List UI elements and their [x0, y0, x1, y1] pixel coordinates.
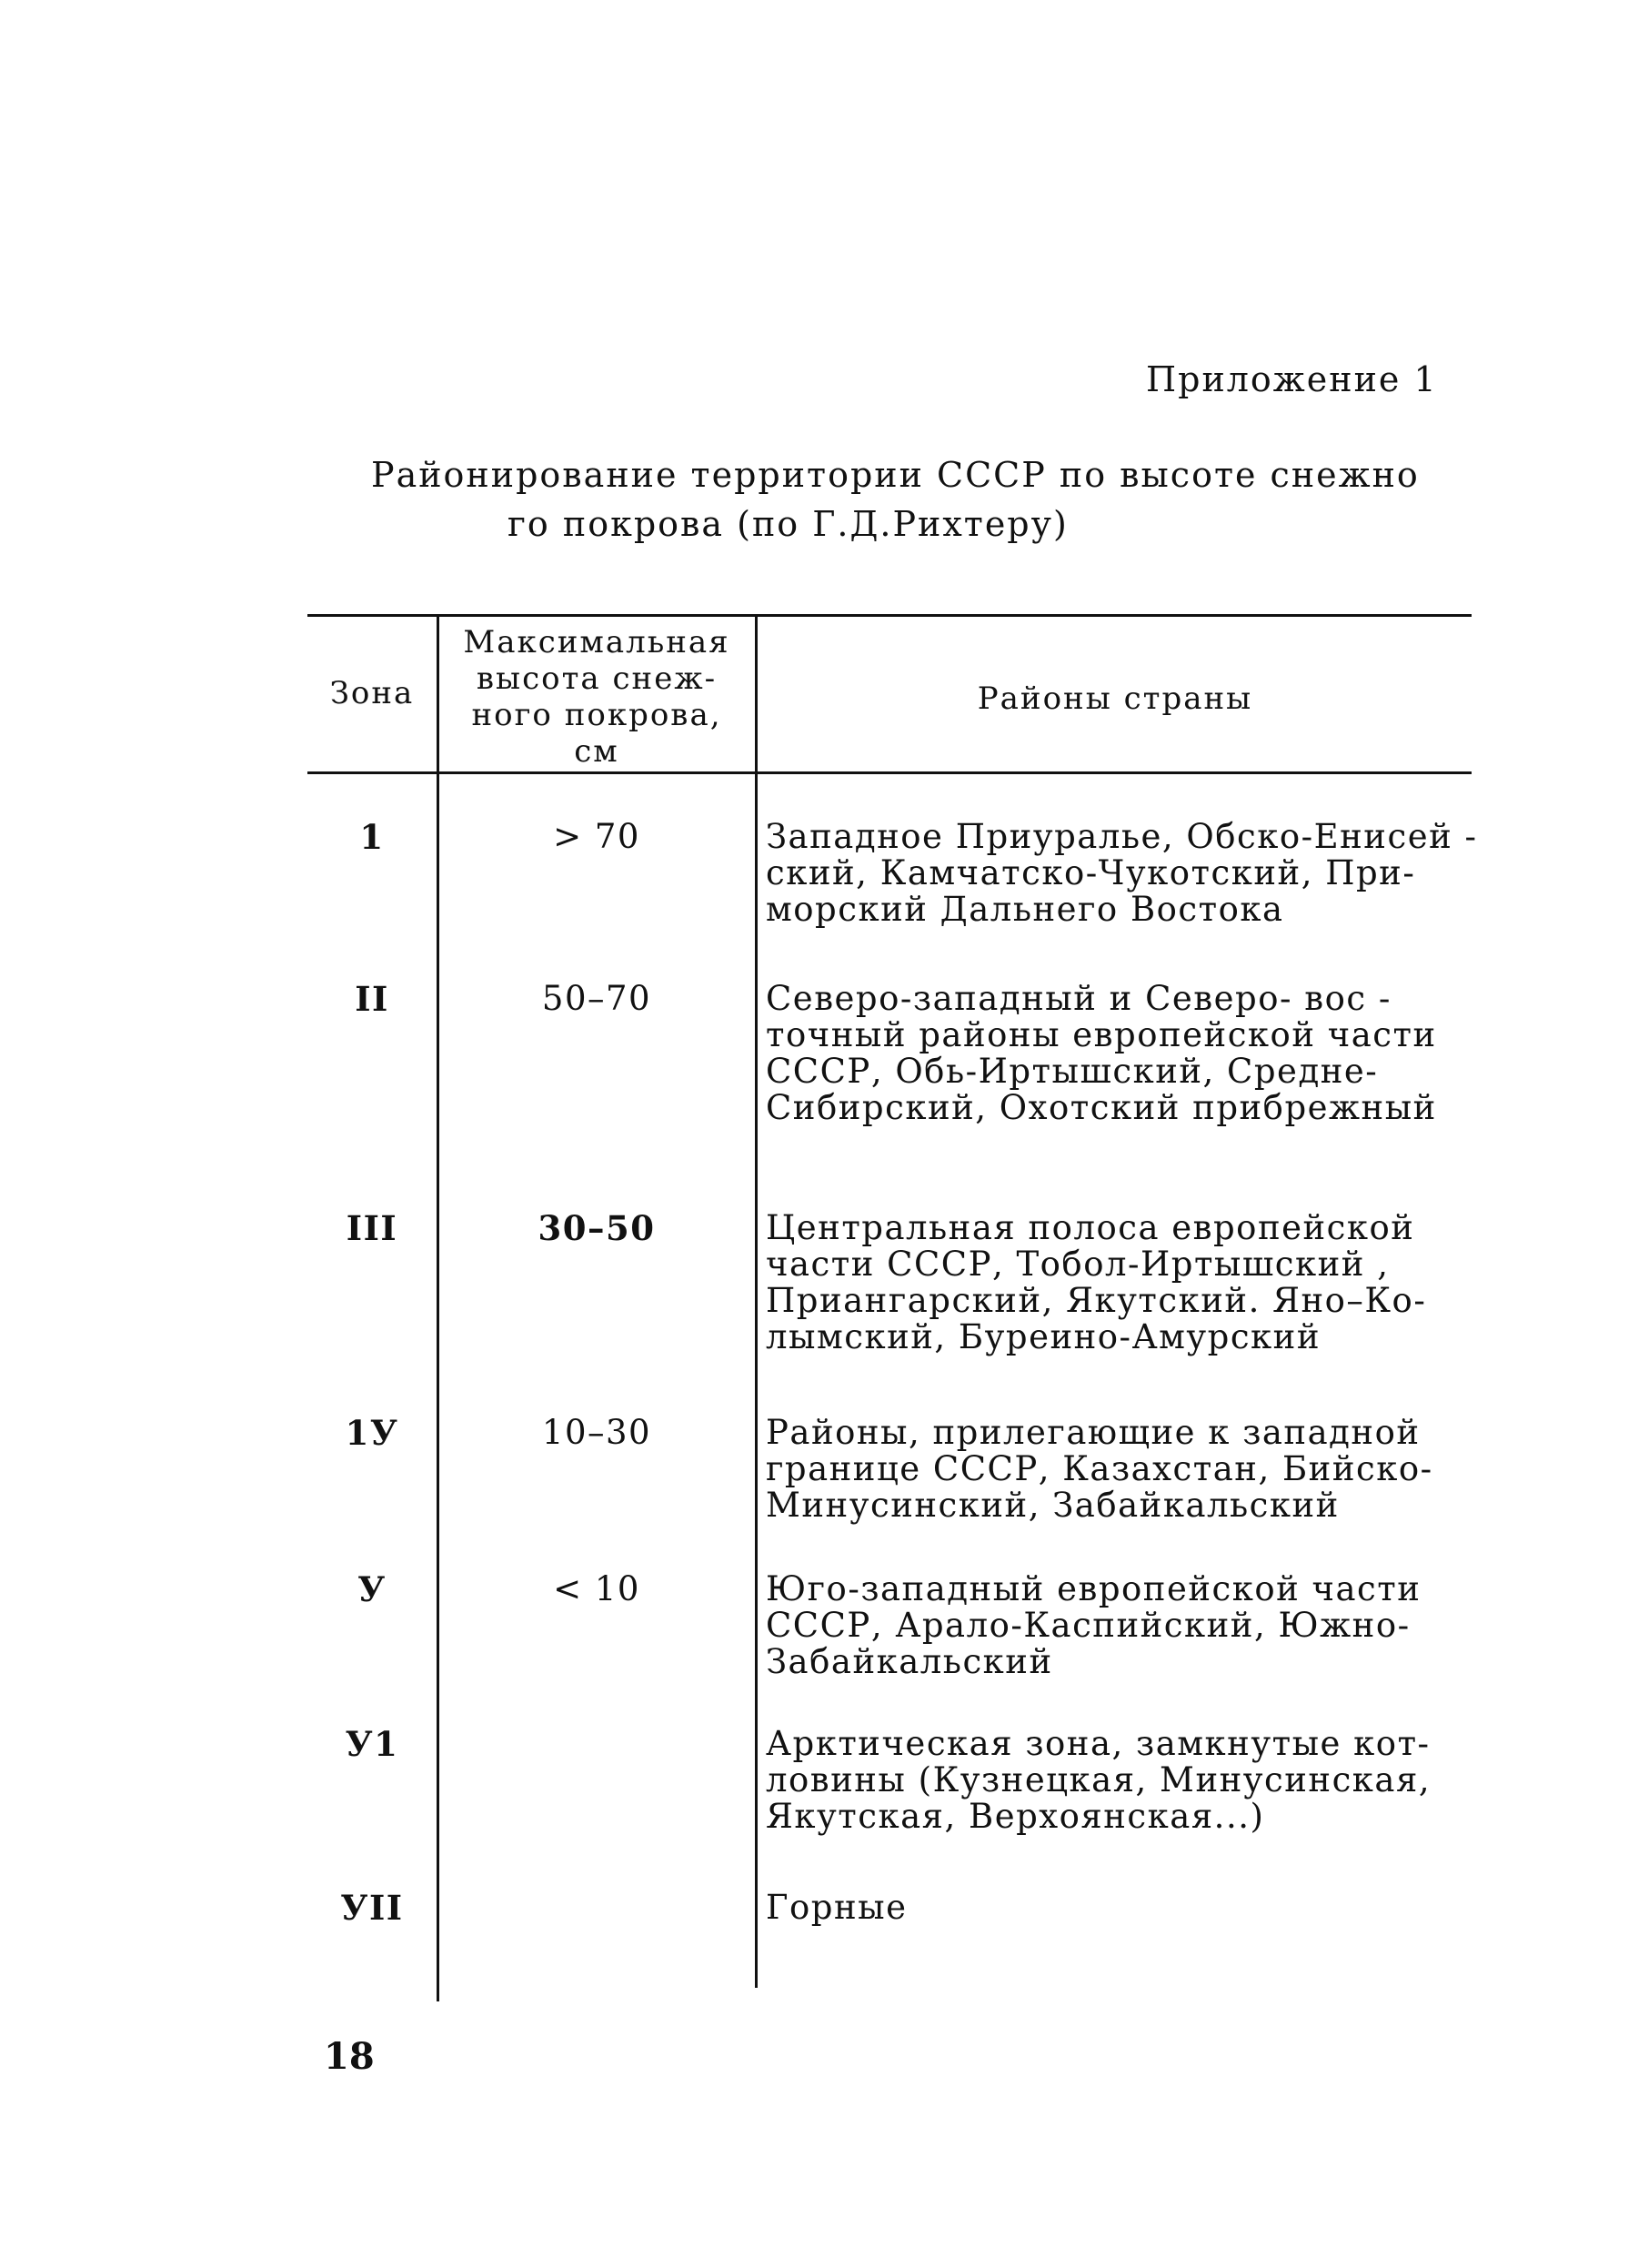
- regions-cell: [766, 1890, 1484, 1926]
- zone-cell: УII: [340, 1888, 404, 1928]
- table-title-line-2: го покрова (по Г.Д.Рихтеру): [507, 504, 1069, 544]
- height-cell: 30–50: [538, 1208, 656, 1248]
- column-divider-2-lower: [755, 1151, 758, 1988]
- regions-cell: [766, 1726, 1484, 1835]
- regions-cell: [766, 1415, 1484, 1524]
- height-cell: 10–30: [541, 1413, 652, 1452]
- regions-line: Сибирский, Охотский прибрежный: [766, 1088, 1437, 1127]
- regions-line: Юго-западный европейской части: [766, 1569, 1422, 1608]
- page-number: 18: [324, 2035, 375, 2078]
- zone-cell: 1: [359, 817, 385, 857]
- regions-cell: [766, 819, 1484, 928]
- height-cell: 50–70: [541, 979, 652, 1018]
- regions-line: морский Дальнего Востока: [766, 890, 1284, 929]
- regions-cell: [766, 1571, 1484, 1680]
- regions-line: СССР, Арало-Каспийский, Южно-: [766, 1606, 1411, 1645]
- header-max-height-line: высота снеж-: [476, 660, 718, 697]
- regions-line: СССР, Обь-Иртышский, Средне-: [766, 1052, 1379, 1091]
- header-regions: Районы страны: [977, 680, 1253, 717]
- regions-line: ловины (Кузнецкая, Минусинская,: [766, 1760, 1432, 1799]
- height-cell: > 70: [553, 817, 640, 856]
- height-cell: < 10: [553, 1569, 640, 1608]
- regions-line: Якутская, Верхоянская...): [766, 1797, 1265, 1836]
- regions-line: ский, Камчатско-Чукотский, При-: [766, 853, 1416, 892]
- regions-line: Приангарский, Якутский. Яно–Ко-: [766, 1281, 1427, 1320]
- regions-cell: [766, 981, 1484, 1126]
- table-title-line-1: Районирование территории СССР по высоте снежно: [371, 455, 1420, 495]
- column-divider-2-upper: [755, 614, 758, 1160]
- zone-cell: II: [355, 979, 389, 1019]
- zone-cell: У1: [345, 1724, 399, 1764]
- regions-line: Горные: [766, 1888, 908, 1927]
- regions-line: Арктическая зона, замкнутые кот-: [766, 1724, 1431, 1763]
- zone-cell: III: [346, 1208, 398, 1248]
- regions-line: лымский, Буреино-Амурский: [766, 1317, 1321, 1356]
- regions-line: Минусинский, Забайкальский: [766, 1486, 1340, 1525]
- regions-line: точный районы европейской части: [766, 1015, 1437, 1054]
- header-max-height-line: Максимальная: [463, 624, 730, 660]
- regions-line: Районы, прилегающие к западной: [766, 1413, 1421, 1452]
- header-max-height-line: см: [574, 733, 619, 770]
- zone-cell: 1У: [345, 1413, 399, 1453]
- regions-line: границе СССР, Казахстан, Бийско-: [766, 1449, 1433, 1488]
- column-divider-1: [437, 614, 439, 2001]
- regions-line: Забайкальский: [766, 1642, 1053, 1681]
- table-title: [371, 450, 1499, 549]
- regions-line: Центральная полоса европейской: [766, 1208, 1415, 1247]
- appendix-label: Приложение 1: [1146, 359, 1438, 399]
- table-header-rule: [307, 771, 1472, 774]
- header-zone: Зона: [329, 675, 415, 711]
- regions-cell: [766, 1210, 1484, 1356]
- table-top-rule: [307, 614, 1472, 617]
- regions-line: Северо-западный и Северо- вос -: [766, 979, 1392, 1018]
- header-max-height-line: ного покрова,: [471, 697, 722, 733]
- regions-line: части СССР, Тобол-Иртышский ,: [766, 1245, 1390, 1284]
- zone-cell: У: [357, 1569, 387, 1609]
- header-max-height: [440, 624, 753, 770]
- regions-line: Западное Приуралье, Обско-Енисей -: [766, 817, 1478, 856]
